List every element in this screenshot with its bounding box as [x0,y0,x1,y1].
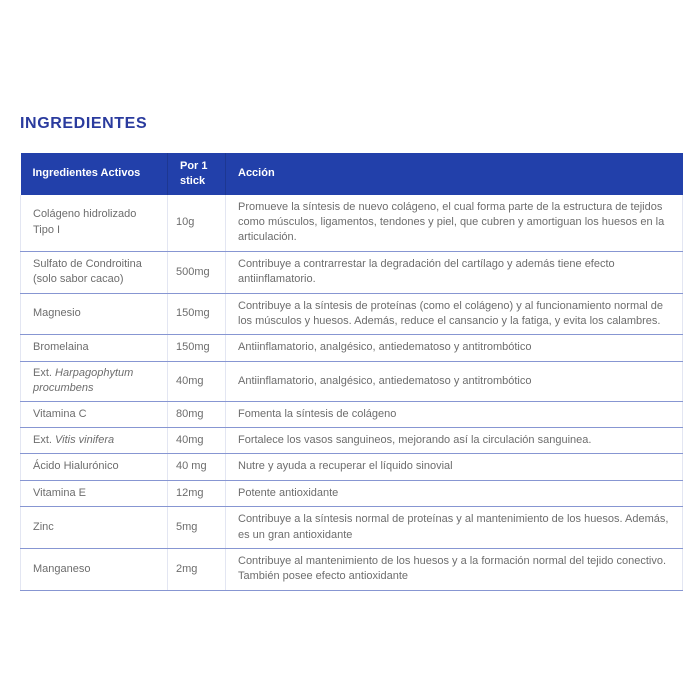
ingredient-name: Sulfato de Condroitina (solo sabor cacao) [33,257,142,286]
table-body [21,195,683,591]
ingredient-name: Zinc [33,520,54,533]
per-stick-value: 40mg [168,361,226,401]
ingredients-section [20,115,682,591]
ingredient-name: Bromelaina [33,341,89,354]
ingredient-name: Colágeno hidrolizado Tipo I [33,208,137,236]
table-row [21,335,683,361]
table-row [21,480,683,506]
table-row [21,293,683,335]
section-title: INGREDIENTES [20,115,148,132]
per-stick-value: 150mg [168,335,226,361]
table-row [21,401,683,427]
ingredient-name-latin: Vitis vinifera [51,433,115,446]
table-row [21,427,683,453]
action-text: Contribuye a la síntesis normal de proteínas y al mantenimiento de los huesos. Además, es un gran antioxidante [226,507,683,549]
per-stick-value: 5mg [168,507,226,549]
table-header [21,153,683,195]
ingredient-name: Ext. [33,366,52,379]
action-text: Antiinflamatorio, analgésico, antiedematoso y antitrombótico [226,361,683,401]
action-text: Fomenta la síntesis de colágeno [226,401,683,427]
column-header-active-ingredients: Ingredientes Activos [21,153,168,195]
ingredient-name-latin: Harpagophytum procumbens [33,366,134,395]
table-row [21,548,683,590]
action-text: Potente antioxidante [226,480,683,506]
action-text: Contribuye a la síntesis de proteínas (como el colágeno) y al funcionamiento normal de los músculos y huesos. Además, reduce el cansancio y la fatiga, y evita los calambres. [226,293,683,335]
table-row [21,251,683,293]
table-row [21,507,683,549]
ingredient-name: Vitamina C [33,407,87,420]
table-row [21,454,683,480]
per-stick-value: 500mg [168,251,226,293]
ingredient-name: Ácido Hialurónico [33,460,119,473]
table-row [21,195,683,252]
action-text: Fortalece los vasos sanguineos, mejorando así la circulación sanguinea. [226,427,683,453]
column-header-action: Acción [226,153,683,195]
action-text: Contribuye a contrarrestar la degradación del cartílago y además tiene efecto antiinflamatorio. [226,251,683,293]
per-stick-value: 12mg [168,480,226,506]
ingredient-name: Ext. [33,433,52,446]
action-text: Promueve la síntesis de nuevo colágeno, el cual forma parte de la estructura de tejidos como músculos, ligamentos, tendones y piel, que cubren y amortiguan los huesos en la articulación. [226,195,683,252]
table-row [21,361,683,401]
per-stick-value: 80mg [168,401,226,427]
ingredient-name: Manganeso [33,562,91,575]
action-text: Contribuye al mantenimiento de los huesos y a la formación normal del tejido conectivo. También posee efecto antioxidante [226,548,683,590]
per-stick-value: 2mg [168,548,226,590]
action-text: Nutre y ayuda a recuperar el líquido sinovial [226,454,683,480]
column-header-per-stick: Por 1 stick [168,153,226,195]
ingredients-table [20,153,683,591]
ingredient-name: Vitamina E [33,486,86,499]
action-text: Antiinflamatorio, analgésico, antiedematoso y antitrombótico [226,335,683,361]
ingredient-name: Magnesio [33,307,81,320]
per-stick-value: 40mg [168,427,226,453]
per-stick-value: 40 mg [168,454,226,480]
per-stick-value: 150mg [168,293,226,335]
per-stick-value: 10g [168,195,226,252]
